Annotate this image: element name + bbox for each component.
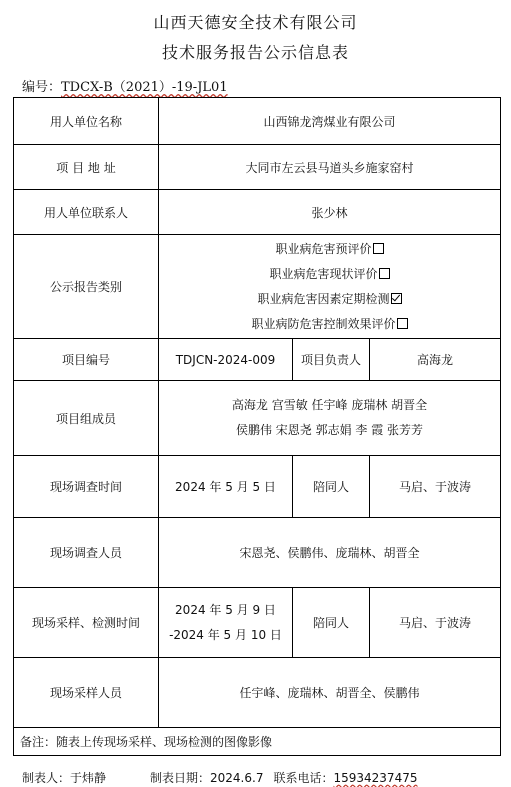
survey-time-label: 现场调查时间 bbox=[14, 456, 159, 518]
survey-staff-value: 宋恩尧、侯鹏伟、庞瑞林、胡晋全 bbox=[159, 518, 501, 588]
form-code bbox=[22, 76, 228, 95]
survey-staff-label: 现场调查人员 bbox=[14, 518, 159, 588]
category-option-label: 职业病危害预评价 bbox=[275, 241, 372, 256]
members-line: 高海龙 宫雪敏 任宇峰 庞瑞林 胡晋全 bbox=[231, 398, 428, 412]
category-option bbox=[163, 262, 496, 287]
note: 备注：随表上传现场采样、现场检测的图像影像 bbox=[14, 728, 501, 756]
table-row bbox=[14, 98, 501, 145]
contact-value: 张少林 bbox=[159, 190, 501, 235]
table-row bbox=[14, 145, 501, 190]
category-options bbox=[159, 235, 501, 339]
project-no-value: TDJCN-2024-009 bbox=[159, 339, 293, 381]
table-row bbox=[14, 728, 501, 756]
leader-label: 项目负责人 bbox=[293, 339, 370, 381]
category-option bbox=[163, 312, 496, 337]
category-option bbox=[163, 287, 496, 312]
category-label: 公示报告类别 bbox=[14, 235, 159, 339]
address-value: 大同市左云县马道头乡施家窑村 bbox=[159, 145, 501, 190]
company-title: 山西天德安全技术有限公司 bbox=[153, 13, 358, 32]
checkbox[interactable] bbox=[373, 243, 384, 254]
table-row bbox=[14, 235, 501, 339]
sampling-time-line: -2024 年 5 月 10 日 bbox=[169, 627, 282, 642]
sampling-time-line: 2024 年 5 月 9 日 bbox=[175, 602, 276, 617]
members-line: 侯鹏伟 宋恩尧 郭志娟 李 霞 张芳芳 bbox=[235, 423, 424, 437]
sampling-time-label: 现场采样、检测时间 bbox=[14, 588, 159, 658]
survey-time-value: 2024 年 5 月 5 日 bbox=[159, 456, 293, 518]
members-label: 项目组成员 bbox=[14, 381, 159, 456]
table-row bbox=[14, 456, 501, 518]
escort-label: 陪同人 bbox=[293, 456, 370, 518]
leader-value: 高海龙 bbox=[370, 339, 501, 381]
footer bbox=[22, 769, 427, 786]
sampling-time-value bbox=[159, 588, 293, 658]
checkbox[interactable] bbox=[379, 268, 390, 279]
form-subtitle: 技术服务报告公示信息表 bbox=[161, 43, 349, 62]
address-label: 项 目 地 址 bbox=[14, 145, 159, 190]
table-row bbox=[14, 381, 501, 456]
category-option-label: 职业病危害因素定期检测 bbox=[257, 291, 390, 306]
project-no-label: 项目编号 bbox=[14, 339, 159, 381]
category-option bbox=[163, 237, 496, 262]
maker: 制表人：于炜静 bbox=[22, 771, 107, 785]
form-code-value: TDCX-B（2021）-19-JL01 bbox=[61, 80, 228, 95]
phone-label: 联系电话： bbox=[273, 771, 334, 785]
escort-label: 陪同人 bbox=[293, 588, 370, 658]
sampling-staff-value: 任宇峰、庞瑞林、胡晋全、侯鹏伟 bbox=[159, 658, 501, 728]
category-option-label: 职业病防危害控制效果评价 bbox=[251, 316, 396, 331]
sampling-staff-label: 现场采样人员 bbox=[14, 658, 159, 728]
checkbox-checked[interactable] bbox=[391, 293, 402, 304]
table-row bbox=[14, 588, 501, 658]
table-row bbox=[14, 518, 501, 588]
info-table bbox=[13, 97, 501, 756]
sampling-escort-value: 马启、于波涛 bbox=[370, 588, 501, 658]
members-value bbox=[159, 381, 501, 456]
table-row bbox=[14, 658, 501, 728]
survey-escort-value: 马启、于波涛 bbox=[370, 456, 501, 518]
category-option-label: 职业病危害现状评价 bbox=[269, 266, 378, 281]
client-name-value: 山西锦龙湾煤业有限公司 bbox=[159, 98, 501, 145]
make-date: 制表日期：2024.6.7 bbox=[150, 771, 264, 785]
checkbox[interactable] bbox=[397, 318, 408, 329]
table-row bbox=[14, 339, 501, 381]
contact-label: 用人单位联系人 bbox=[14, 190, 159, 235]
client-name-label: 用人单位名称 bbox=[14, 98, 159, 145]
form-code-label: 编号： bbox=[22, 80, 62, 95]
table-row bbox=[14, 190, 501, 235]
phone-value: 15934237475 bbox=[333, 771, 418, 785]
